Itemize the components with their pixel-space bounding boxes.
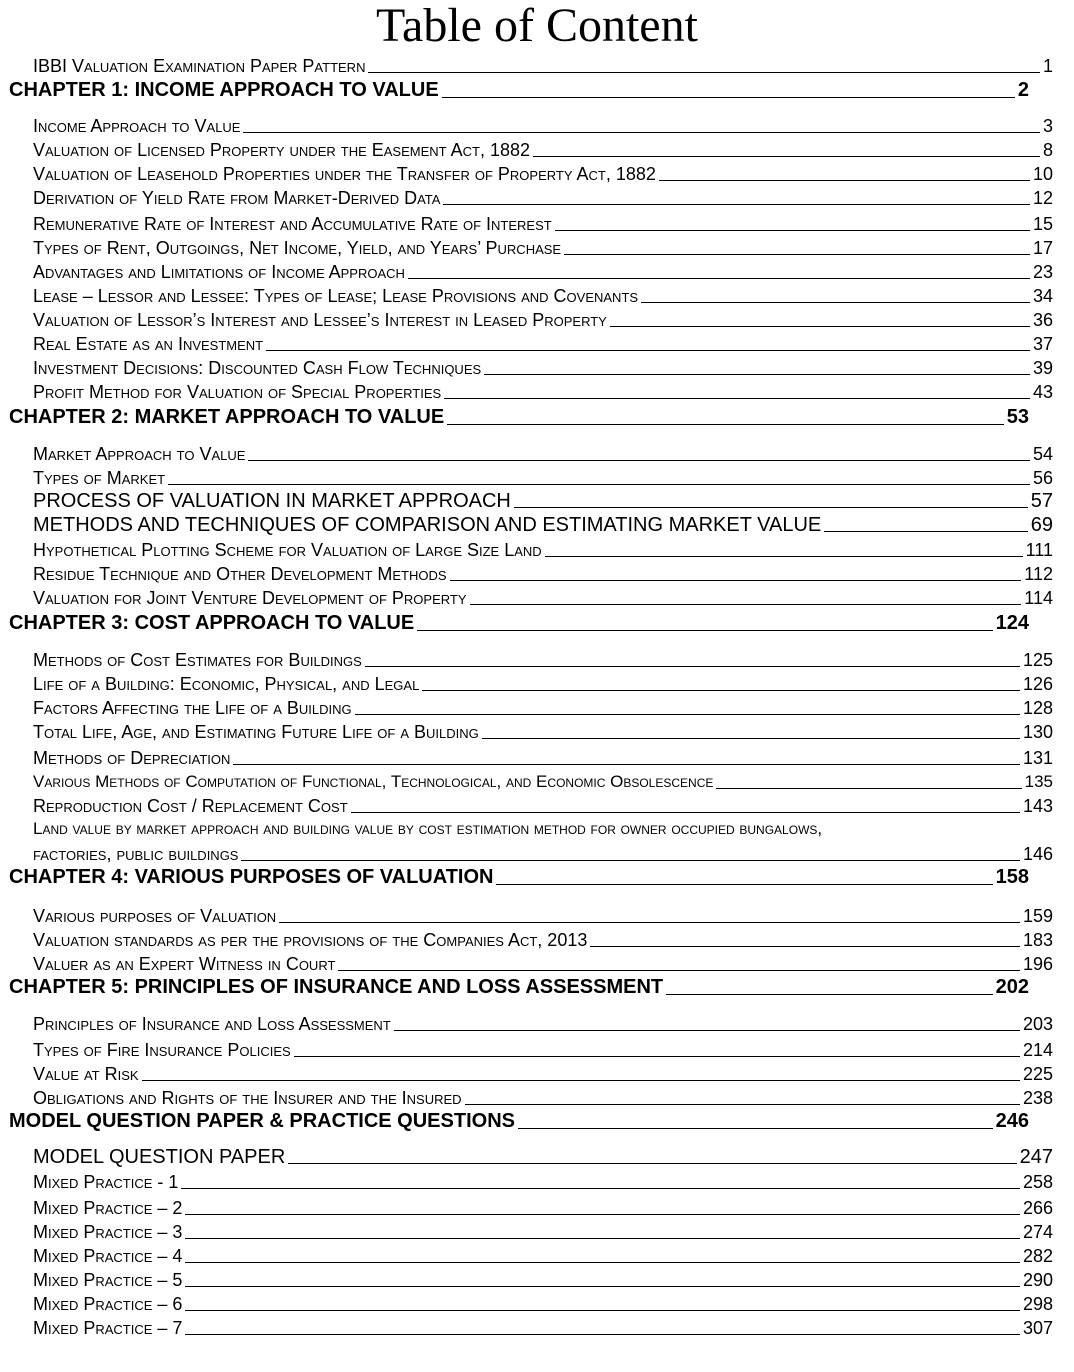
toc-entry-page: 111 — [1025, 540, 1053, 560]
toc-entry-label: Valuation of Leasehold Properties under the Transfer of Property Act, 1882 — [33, 164, 656, 184]
toc-entry[interactable] — [33, 443, 1053, 465]
leader-line — [185, 1310, 1020, 1311]
leader-line — [368, 72, 1040, 73]
chapter-heading[interactable] — [9, 975, 1029, 999]
leader-line — [288, 1163, 1016, 1164]
leader-line — [422, 690, 1020, 691]
toc-entry-label: Reproduction Cost / Replacement Cost — [33, 796, 348, 816]
leader-line — [241, 860, 1019, 861]
leader-line — [355, 714, 1020, 715]
toc-entry[interactable] — [33, 563, 1053, 585]
toc-entry[interactable] — [33, 1039, 1053, 1061]
leader-line — [185, 1262, 1020, 1263]
page-title: Table of Content — [376, 0, 698, 52]
toc-entry-label: Factors Affecting the Life of a Building — [33, 698, 352, 718]
leader-line — [666, 994, 992, 995]
chapter-heading[interactable] — [9, 405, 1029, 429]
leader-line — [533, 156, 1040, 157]
toc-entry-label: Mixed Practice - 1 — [33, 1172, 179, 1192]
toc-entry-label: Mixed Practice – 4 — [33, 1246, 183, 1266]
toc-entry-page: 159 — [1022, 906, 1053, 926]
toc-entry-label: Mixed Practice – 3 — [33, 1222, 183, 1242]
toc-entry-label: Advantages and Limitations of Income Approach — [33, 262, 405, 282]
toc-entry-page: 143 — [1022, 796, 1053, 816]
toc-entry-page: 266 — [1022, 1198, 1053, 1218]
toc-entry-label: Valuer as an Expert Witness in Court — [33, 954, 336, 974]
toc-entry-page: 183 — [1022, 930, 1053, 950]
toc-entry-page: 282 — [1022, 1246, 1053, 1266]
chapter-heading-label: MODEL QUESTION PAPER & PRACTICE QUESTIONS — [9, 1110, 515, 1132]
chapter-heading[interactable] — [9, 1109, 1029, 1133]
toc-entry-page: 36 — [1032, 310, 1053, 330]
toc-entry[interactable] — [33, 795, 1053, 817]
toc-entry-page: 3 — [1042, 116, 1053, 136]
leader-line — [365, 666, 1020, 667]
toc-entry-page: 125 — [1022, 650, 1053, 670]
toc-entry-page: 12 — [1032, 188, 1053, 208]
toc-entry-label: IBBI Valuation Examination Paper Pattern — [33, 56, 366, 76]
leader-line — [279, 922, 1020, 923]
toc-entry-label: Profit Method for Valuation of Special Properties — [33, 382, 442, 402]
toc-entry-label: Total Life, Age, and Estimating Future Life of a Building — [33, 722, 479, 742]
toc-entry[interactable] — [33, 115, 1053, 137]
toc-entry-label: Real Estate as an Investment — [33, 334, 264, 354]
toc-entry[interactable] — [33, 285, 1053, 307]
toc-entry[interactable] — [33, 1087, 1053, 1109]
toc-entry-page: 15 — [1032, 214, 1053, 234]
toc-entry-label: Life of a Building: Economic, Physical, and Legal — [33, 674, 420, 694]
toc-entry-page: 69 — [1030, 514, 1053, 536]
leader-line — [444, 398, 1030, 399]
leader-line — [659, 180, 1030, 181]
leader-line — [442, 97, 1015, 98]
leader-line — [266, 350, 1030, 351]
chapter-heading-page: 2 — [1017, 79, 1029, 101]
toc-entry-page: 307 — [1022, 1318, 1053, 1338]
toc-entry-label: Methods of Depreciation — [33, 748, 231, 768]
leader-line — [641, 302, 1030, 303]
toc-entry-page: 112 — [1024, 564, 1053, 584]
toc-entry-label: Valuation for Joint Venture Development of Property — [33, 588, 467, 608]
toc-entry-label: Remunerative Rate of Interest and Accumulative Rate of Interest — [33, 214, 552, 234]
toc-entry[interactable] — [33, 1197, 1053, 1219]
toc-entry-label: Types of Rent, Outgoings, Net Income, Yield, and Years’ Purchase — [33, 238, 562, 258]
toc-entry[interactable] — [33, 1221, 1053, 1243]
chapter-heading[interactable] — [9, 865, 1029, 889]
toc-entry-page: 131 — [1022, 748, 1053, 768]
toc-entry-page: 54 — [1032, 444, 1053, 464]
toc-entry-label: Valuation of Licensed Property under the Easement Act, 1882 — [33, 140, 530, 160]
leader-line — [496, 884, 992, 885]
leader-line — [233, 764, 1020, 765]
toc-entry-label: Various Methods of Computation of Functional, Technological, and Economic Obsolescence — [33, 772, 714, 791]
toc-entry[interactable] — [33, 381, 1053, 403]
chapter-heading-label: CHAPTER 4: VARIOUS PURPOSES OF VALUATION — [9, 866, 494, 888]
toc-entry[interactable] — [33, 55, 1053, 77]
toc-entry-page: 298 — [1022, 1294, 1053, 1314]
leader-line — [545, 556, 1023, 557]
toc-entry-page: 214 — [1022, 1040, 1053, 1060]
chapter-heading-page: 202 — [995, 976, 1029, 998]
leader-line — [185, 1334, 1020, 1335]
leader-line — [450, 580, 1022, 581]
toc-entry[interactable] — [33, 309, 1053, 331]
toc-entry-page: 247 — [1019, 1146, 1053, 1168]
toc-entry-label: Mixed Practice – 7 — [33, 1318, 183, 1338]
leader-line — [294, 1056, 1020, 1057]
leader-line — [142, 1080, 1020, 1081]
chapter-heading-label: CHAPTER 3: COST APPROACH TO VALUE — [9, 612, 415, 634]
toc-entry-page: 23 — [1032, 262, 1053, 282]
leader-line — [555, 230, 1030, 231]
toc-entry[interactable] — [33, 771, 1053, 793]
toc-entry[interactable] — [33, 333, 1053, 355]
chapter-heading-page: 53 — [1006, 406, 1029, 428]
toc-entry-page: 17 — [1032, 238, 1053, 258]
toc-entry[interactable] — [33, 213, 1053, 235]
toc-entry-label: Derivation of Yield Rate from Market-Derived Data — [33, 188, 441, 208]
toc-entry-page: 146 — [1022, 844, 1053, 864]
toc-entry-page: 225 — [1022, 1064, 1053, 1084]
toc-entry[interactable] — [33, 697, 1053, 719]
leader-line — [248, 460, 1030, 461]
leader-line — [484, 374, 1030, 375]
toc-entry-page: 10 — [1032, 164, 1053, 184]
toc-entry-label: METHODS AND TECHNIQUES OF COMPARISON AND ESTIMATING MARKET VALUE — [33, 514, 822, 536]
toc-entry-page: 274 — [1022, 1222, 1053, 1242]
leader-line — [243, 132, 1040, 133]
toc-entry[interactable] — [33, 357, 1053, 379]
toc-entry-page: 203 — [1022, 1014, 1053, 1034]
toc-entry-label: Lease – Lessor and Lessee: Types of Lease; Lease Provisions and Covenants — [33, 286, 639, 306]
toc-entry-page: 128 — [1022, 698, 1053, 718]
toc-entry-label: Various purposes of Valuation — [33, 906, 277, 926]
leader-line — [185, 1214, 1020, 1215]
toc-entry-page: 8 — [1042, 140, 1053, 160]
leader-line — [514, 507, 1028, 508]
toc-entry-page: 290 — [1022, 1270, 1053, 1290]
toc-entry-label: Types of Fire Insurance Policies — [33, 1040, 291, 1060]
leader-line — [824, 531, 1027, 532]
chapter-heading-page: 246 — [995, 1110, 1029, 1132]
toc-entry[interactable] — [33, 953, 1053, 975]
leader-line — [408, 278, 1030, 279]
toc-entry-label: Residue Technique and Other Development Methods — [33, 564, 447, 584]
toc-entry[interactable] — [33, 139, 1053, 161]
toc-entry[interactable] — [33, 1293, 1053, 1315]
leader-line — [417, 630, 992, 631]
leader-line — [447, 424, 1004, 425]
chapter-heading[interactable] — [9, 611, 1029, 635]
toc-entry[interactable] — [33, 1171, 1053, 1193]
toc-entry[interactable] — [33, 539, 1053, 561]
toc-entry-label: Methods of Cost Estimates for Buildings — [33, 650, 362, 670]
toc-entry[interactable] — [33, 1146, 1053, 1168]
leader-line — [394, 1030, 1020, 1031]
toc-entry[interactable] — [33, 673, 1053, 695]
toc-entry[interactable] — [33, 163, 1053, 185]
toc-entry[interactable] — [33, 587, 1053, 609]
leader-line — [564, 254, 1030, 255]
toc-entry-label: MODEL QUESTION PAPER — [33, 1146, 286, 1168]
leader-line — [716, 788, 1021, 789]
toc-entry-label: Hypothetical Plotting Scheme for Valuation of Large Size Land — [33, 540, 542, 560]
chapter-heading-page: 124 — [995, 612, 1029, 634]
leader-line — [181, 1188, 1020, 1189]
toc-entry-label: Value at Risk — [33, 1064, 139, 1084]
toc-entry[interactable] — [33, 1269, 1053, 1291]
leader-line — [338, 970, 1020, 971]
toc-entry-label: Income Approach to Value — [33, 116, 241, 136]
toc-entry-label: factories, public buildings — [33, 844, 239, 864]
toc-entry-page: 57 — [1030, 490, 1053, 512]
toc-entry-label: Investment Decisions: Discounted Cash Flow Techniques — [33, 358, 482, 378]
toc-entry-page: 39 — [1032, 358, 1053, 378]
leader-line — [351, 812, 1020, 813]
toc-entry-page: 37 — [1032, 334, 1053, 354]
toc-entry-label: Valuation of Lessor’s Interest and Lessee’s Interest in Leased Property — [33, 310, 607, 330]
chapter-heading-label: CHAPTER 2: MARKET APPROACH TO VALUE — [9, 406, 445, 428]
leader-line — [168, 484, 1030, 485]
toc-entry[interactable] — [33, 1317, 1053, 1339]
toc-entry-label: Market Approach to Value — [33, 444, 246, 464]
toc-entry-page: 238 — [1022, 1088, 1053, 1108]
toc-entry[interactable] — [33, 905, 1053, 927]
toc-entry-label: Mixed Practice – 2 — [33, 1198, 183, 1218]
toc-entry-wrapped-line[interactable]: Land value by market approach and building value by cost estimation method for owner occupied bungalows, — [33, 819, 823, 838]
toc-entry-page: 114 — [1024, 588, 1053, 608]
toc-entry[interactable] — [33, 1063, 1053, 1085]
toc-entry-label: Types of Market — [33, 468, 166, 488]
chapter-heading-label: CHAPTER 1: INCOME APPROACH TO VALUE — [9, 79, 439, 101]
toc-entry-page: 126 — [1022, 674, 1053, 694]
toc-entry[interactable] — [33, 261, 1053, 283]
toc-entry-page: 34 — [1032, 286, 1053, 306]
toc-entry[interactable] — [33, 514, 1053, 536]
toc-entry[interactable] — [33, 1013, 1053, 1035]
toc-entry-page: 135 — [1024, 772, 1053, 791]
toc-entry[interactable] — [33, 721, 1053, 743]
toc-entry[interactable] — [33, 929, 1053, 951]
toc-entry[interactable] — [33, 649, 1053, 671]
leader-line — [482, 738, 1020, 739]
toc-entry[interactable] — [33, 490, 1053, 512]
toc-entry[interactable] — [33, 467, 1053, 489]
leader-line — [470, 604, 1022, 605]
toc-entry-page: 258 — [1022, 1172, 1053, 1192]
toc-entry-page: 43 — [1032, 382, 1053, 402]
leader-line — [185, 1286, 1020, 1287]
toc-entry-label: Obligations and Rights of the Insurer and the Insured — [33, 1088, 462, 1108]
toc-entry-label: Principles of Insurance and Loss Assessment — [33, 1014, 391, 1034]
toc-entry-label: Mixed Practice – 5 — [33, 1270, 183, 1290]
leader-line — [465, 1104, 1020, 1105]
toc-entry-page: 56 — [1032, 468, 1053, 488]
leader-line — [185, 1238, 1020, 1239]
toc-entry[interactable] — [33, 843, 1053, 865]
chapter-heading-label: CHAPTER 5: PRINCIPLES OF INSURANCE AND LOSS ASSESSMENT — [9, 976, 664, 998]
toc-entry[interactable] — [33, 187, 1053, 209]
toc-entry-label: Valuation standards as per the provisions of the Companies Act, 2013 — [33, 930, 588, 950]
toc-entry-label: Mixed Practice – 6 — [33, 1294, 183, 1314]
chapter-heading-page: 158 — [995, 866, 1029, 888]
leader-line — [610, 326, 1030, 327]
toc-entry-page: 1 — [1042, 56, 1053, 76]
leader-line — [443, 204, 1030, 205]
toc-entry-page: 196 — [1022, 954, 1053, 974]
toc-entry[interactable] — [33, 237, 1053, 259]
toc-entry[interactable] — [33, 747, 1053, 769]
chapter-heading[interactable] — [9, 78, 1029, 102]
toc-entry[interactable] — [33, 1245, 1053, 1267]
toc-entry-label: PROCESS OF VALUATION IN MARKET APPROACH — [33, 490, 511, 512]
leader-line — [590, 946, 1020, 947]
leader-line — [518, 1128, 993, 1129]
toc-entry-page: 130 — [1022, 722, 1053, 742]
